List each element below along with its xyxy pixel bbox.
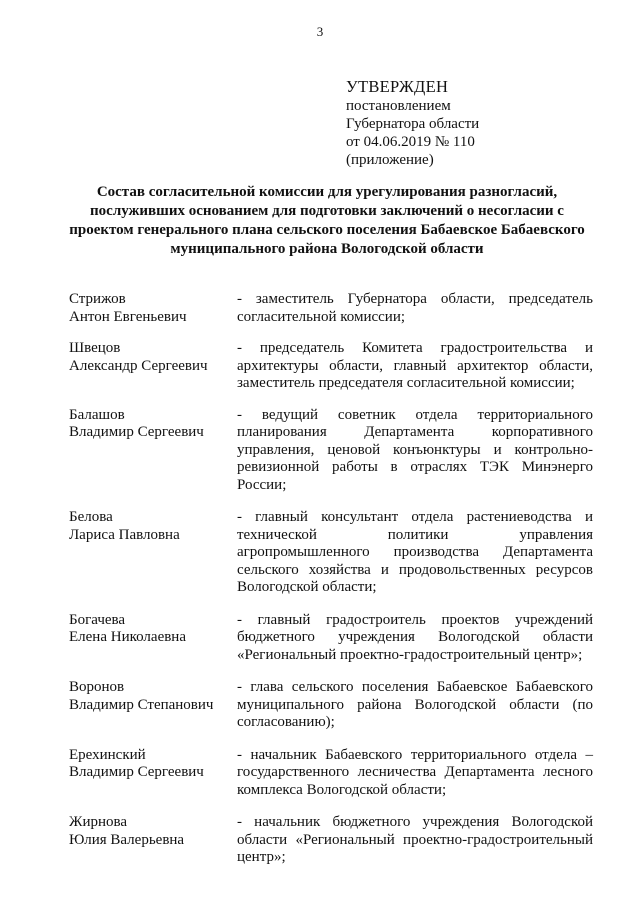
member-surname: Стрижов xyxy=(69,291,126,307)
member-duty: - начальник Бабаевского территориального отдела – государственного лесничества Департамента лесного комплекса Вологодской области; xyxy=(237,746,593,798)
member-given-name: Владимир Сергеевич xyxy=(69,764,204,780)
member-name xyxy=(69,509,237,597)
member-surname: Белова xyxy=(69,509,113,525)
approval-line-1: постановлением xyxy=(346,98,451,114)
member-name xyxy=(69,814,237,867)
page-number: 3 xyxy=(316,24,324,39)
member-row xyxy=(69,814,593,867)
member-surname: Воронов xyxy=(69,679,125,695)
member-row xyxy=(69,612,593,665)
member-duty: - председатель Комитета градостроительства и архитектуры области, главный архитектор области, заместитель председателя согласительной комиссии; xyxy=(237,340,593,391)
member-duty: - начальник бюджетного учреждения Вологодской области «Региональный проектно-градостроительный центр»; xyxy=(237,814,593,865)
approval-line-2: Губернатора области xyxy=(346,116,480,132)
member-given-name: Лариса Павловна xyxy=(69,526,180,543)
member-given-name: Владимир Сергеевич xyxy=(69,424,204,440)
member-surname: Балашов xyxy=(69,406,125,423)
member-name xyxy=(69,340,237,393)
member-name xyxy=(69,291,237,326)
member-row xyxy=(69,407,593,495)
member-given-name: Владимир Степанович xyxy=(69,696,214,713)
member-row xyxy=(69,509,593,597)
member-duty: - главный консультант отдела растениеводства и технической политики управления агропромышленного производства Департамента сельского хозяйства и продовольственных ресурсов Вологодской области; xyxy=(237,509,593,595)
member-duty: - заместитель Губернатора области, председатель согласительной комиссии; xyxy=(237,291,593,325)
member-given-name: Елена Николаевна xyxy=(69,629,186,645)
member-name xyxy=(69,407,237,495)
member-given-name: Александр Сергеевич xyxy=(69,357,208,374)
member-duty: - главный градостроитель проектов учреждений бюджетного учреждения Вологодской области «Региональный проектно-градостроительный центр»; xyxy=(237,611,593,663)
document-title xyxy=(44,183,610,259)
member-row xyxy=(69,747,593,800)
member-surname: Богачева xyxy=(69,611,126,628)
member-name xyxy=(69,747,237,800)
member-surname: Ерехинский xyxy=(69,746,146,763)
member-duty: - глава сельского поселения Бабаевское Бабаевского муниципального района Вологодской области (по согласованию); xyxy=(237,679,593,730)
approval-heading: УТВЕРЖДЕН xyxy=(346,77,449,96)
title-line-1: Состав согласительной комиссии для урегулирования разногласий, xyxy=(96,184,558,200)
approval-stamp xyxy=(346,78,479,169)
title-line-2: послуживших основанием для подготовки заключений о несогласии с xyxy=(90,203,564,219)
members-list xyxy=(69,291,593,867)
approval-line-4: (приложение) xyxy=(346,152,434,168)
title-line-3: проектом генерального плана сельского поселения Бабаевское Бабаевского xyxy=(69,222,585,238)
member-duty: - ведущий советник отдела территориального планирования Департамента корпоративного управления, ценовой конъюнктуры и контрольно-ревизионной работы в отраслях ТЭК Минэнерго России; xyxy=(237,406,593,493)
member-row xyxy=(69,340,593,393)
member-surname: Жирнова xyxy=(69,814,128,830)
member-name xyxy=(69,679,237,732)
member-name xyxy=(69,612,237,665)
title-line-4: муниципального района Вологодской области xyxy=(170,241,484,257)
member-row xyxy=(69,679,593,732)
approval-line-3: от 04.06.2019 № 110 xyxy=(346,134,475,150)
member-surname: Швецов xyxy=(69,340,121,356)
member-given-name: Антон Евгеньевич xyxy=(69,308,187,325)
member-given-name: Юлия Валерьевна xyxy=(69,831,185,848)
member-row xyxy=(69,291,593,326)
